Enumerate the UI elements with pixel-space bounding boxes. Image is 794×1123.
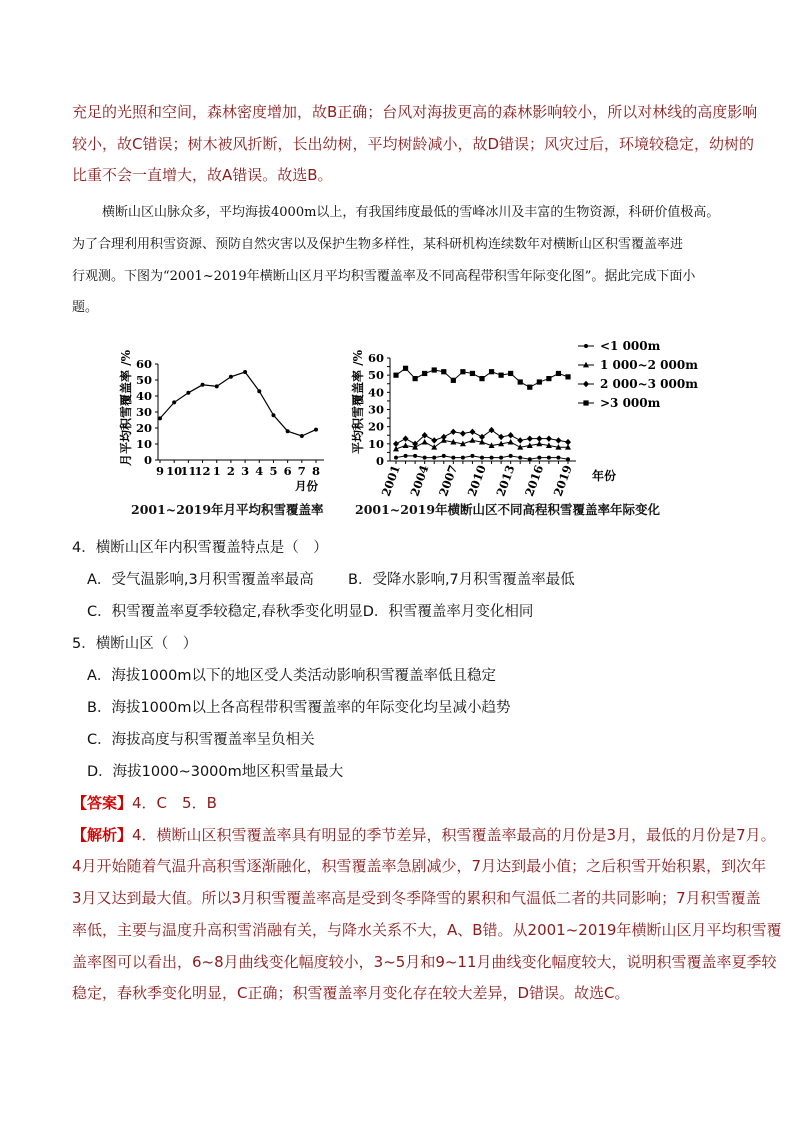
- chart2-data-point: [403, 366, 408, 371]
- chart2-data-point: [393, 441, 399, 447]
- chart2-data-point: [537, 456, 541, 460]
- q5-option-d: D．海拔1000~3000m地区积雪量最大: [87, 764, 344, 780]
- chart2-data-point: [470, 371, 475, 376]
- chart2-data-point: [480, 456, 484, 460]
- q4-stem: 4．横断山区年内积雪覆盖特点是（ ）: [72, 540, 328, 556]
- chart2-data-point: [565, 374, 570, 379]
- elevation-snow-cover-chart: [348, 330, 698, 500]
- chart2-legend-label: <1 000m: [600, 339, 661, 353]
- chart2-data-point: [489, 369, 494, 374]
- chart2-ytick-label: 30: [367, 402, 384, 417]
- chart2-series-3: [393, 366, 570, 390]
- monthly-snow-cover-chart: [112, 330, 342, 500]
- chart2-data-point: [509, 454, 513, 458]
- chart2-data-point: [537, 379, 542, 384]
- chart1-data-point: [300, 434, 304, 438]
- chart1-data-point: [201, 383, 205, 387]
- answer-line: [72, 792, 217, 813]
- chart1-xtick-label: 2: [226, 464, 235, 478]
- chart2-data-point: [432, 456, 436, 460]
- chart1-xtick-label: 4: [255, 464, 264, 478]
- explanation-line-2: 较小，故C错误；树木被风折断，长出幼树，平均树龄减小，故D错误；风灾过后，环境较稳定，幼树的: [72, 135, 755, 153]
- chart1-ytick-label: 40: [135, 389, 152, 403]
- chart2-data-point: [413, 376, 418, 381]
- chart2-xtick-label: 2016: [522, 463, 547, 499]
- chart2-data-point: [508, 371, 513, 376]
- chart1-data-point: [314, 428, 318, 432]
- chart2-data-point: [547, 456, 551, 460]
- chart2-xlabel: 年份: [591, 469, 617, 483]
- chart2-legend: [578, 339, 698, 410]
- chart1-data-point: [243, 370, 247, 374]
- chart2-ytick-label: 40: [367, 385, 384, 400]
- analysis-line-4: 率低，主要与温度升高积雪消融有关，与降水关系不大，A、B错。从2001~2019年横断山区月平均积雪覆: [72, 921, 782, 939]
- chart2-data-point: [518, 379, 523, 384]
- chart2-data-point: [556, 456, 560, 460]
- analysis-line-5: 盖率图可以看出，6~8月曲线变化幅度较小，3~5月和9~11月曲线变化幅度较大，说明积雪覆盖率夏季较: [72, 953, 777, 971]
- chart2-data-point: [546, 435, 552, 441]
- chart2-data-point: [470, 454, 474, 458]
- answer-text: 4．C 5．B: [132, 794, 217, 812]
- q5-option-c: C．海拔高度与积雪覆盖率呈负相关: [87, 732, 315, 748]
- chart2-data-point: [518, 456, 522, 460]
- chart2-data-point: [442, 454, 446, 458]
- chart2-ytick-label: 50: [367, 368, 384, 383]
- analysis-line-3: 3月又达到最大值。所以3月积雪覆盖率高是受到冬季降雪的累积和气温低二者的共同影响；7月积雪覆盖: [72, 889, 761, 907]
- chart2-data-point: [489, 427, 495, 433]
- passage-line-3: 行观测。下图为“2001~2019年横断山区月平均积雪覆盖率及不同高程带积雪年际变化图”。据此完成下面小: [72, 269, 696, 284]
- passage-line-4: 题。: [72, 300, 99, 315]
- chart2-data-point: [393, 373, 398, 378]
- chart2-title: 2001~2019年横断山区不同高程积雪覆盖率年际变化: [355, 502, 661, 517]
- chart1-ytick-label: 50: [135, 373, 152, 387]
- chart1-data-point: [158, 416, 162, 420]
- chart2-data-point: [469, 437, 475, 443]
- chart2-data-point: [413, 454, 417, 458]
- chart2-legend-label: >3 000m: [600, 396, 661, 410]
- chart1-xtick-label: 3: [241, 464, 250, 478]
- explanation-line-1: 充足的光照和空间，森林密度增加，故B正确；台风对海拔更高的森林影响较小，所以对林线的高度影响: [72, 103, 758, 121]
- chart1-xtick-label: 11: [180, 464, 197, 478]
- chart2-data-point: [422, 371, 427, 376]
- chart2-data-point: [508, 439, 514, 445]
- chart1-title: 2001~2019年月平均积雪覆盖率: [131, 502, 324, 517]
- chart2-data-point: [517, 437, 523, 443]
- chart2-data-point: [422, 439, 428, 445]
- analysis-first: 4．横断山区积雪覆盖率具有明显的季节差异，积雪覆盖率最高的月份是3月，最低的月份是7月。: [132, 826, 776, 844]
- chart2-data-point: [450, 429, 456, 435]
- chart2-ytick-label: 10: [367, 436, 384, 451]
- chart1-xtick-label: 5: [269, 464, 278, 478]
- chart2-data-point: [490, 456, 494, 460]
- chart2-data-point: [423, 456, 427, 460]
- chart2-legend-marker: [584, 344, 588, 348]
- analysis-line-6: 稳定，春秋季变化明显，C正确；积雪覆盖率月变化存在较大差异，D错误。故选C。: [72, 984, 630, 1002]
- chart1-ytick-label: 0: [143, 453, 152, 467]
- chart2-data-point: [461, 456, 465, 460]
- chart2-data-point: [556, 371, 561, 376]
- chart1-data-point: [215, 384, 219, 388]
- passage-line-2: 为了合理利用积雪资源、预防自然灾害以及保护生物多样性，某科研机构连续数年对横断山区积雪覆盖率进: [72, 237, 684, 252]
- analysis-line-2: 4月开始随着气温升高积雪逐渐融化，积雪覆盖率急剧减少，7月达到最小值；之后积雪开始积累，到次年: [72, 857, 767, 875]
- chart2-data-point: [441, 434, 447, 440]
- chart2-legend-label: 2 000~3 000m: [600, 377, 698, 391]
- chart1-xtick-label: 1: [212, 464, 221, 478]
- chart2-data-point: [566, 457, 570, 461]
- chart2-series-0: [394, 454, 570, 461]
- chart1-xtick-label: 8: [311, 464, 321, 478]
- chart2-ytick-label: 20: [367, 419, 384, 434]
- chart2-data-point: [565, 439, 571, 445]
- passage-line-1: 横断山区山脉众多，平均海拔4000m以上，有我国纬度最低的雪峰冰川及丰富的生物资源，科研价值极高。: [102, 205, 720, 220]
- chart1-xtick-label: 10: [166, 464, 183, 478]
- chart2-data-point: [499, 373, 504, 378]
- chart2-xtick-label: 2007: [436, 463, 461, 499]
- analysis-line-1: [72, 824, 776, 845]
- chart2-data-point: [404, 454, 408, 458]
- chart1-ylabel: [118, 349, 133, 466]
- chart2-legend-marker: [583, 400, 588, 405]
- chart2-data-point: [498, 434, 504, 440]
- chart2-data-point: [499, 456, 503, 460]
- analysis-label: 【解析】: [72, 826, 133, 844]
- chart1-data-point: [186, 391, 190, 395]
- q5-stem: 5．横断山区（ ）: [72, 636, 198, 652]
- chart2-data-point: [403, 442, 409, 448]
- chart2-data-point: [536, 435, 542, 441]
- q4-options-c-d: C．积雪覆盖率夏季较稳定,春秋季变化明显D．积雪覆盖率月变化相同: [87, 604, 534, 620]
- chart2-ytick-label: 0: [375, 454, 384, 468]
- chart1-ytick-label: 60: [135, 357, 152, 371]
- chart1-series-line: [160, 372, 316, 436]
- chart2-ylabel: [350, 349, 365, 454]
- q4-option-a: A．受气温影响,3月积雪覆盖率最高: [87, 572, 314, 588]
- q4-option-b: B．受降水影响,7月积雪覆盖率最低: [348, 572, 575, 588]
- chart1-ytick-label: 30: [135, 405, 152, 419]
- chart2-data-point: [528, 457, 532, 461]
- chart1-data-point: [271, 413, 275, 417]
- chart2-data-point: [394, 456, 398, 460]
- chart2-data-point: [403, 435, 409, 441]
- chart1-data-point: [286, 429, 290, 433]
- chart2-data-point: [469, 429, 475, 435]
- chart2-ytick-label: 60: [367, 351, 384, 365]
- chart2-data-point: [460, 430, 466, 436]
- chart1-xtick-label: 6: [283, 464, 292, 478]
- chart2-data-point: [431, 444, 437, 450]
- chart2-data-point: [431, 437, 437, 443]
- chart1-data-point: [229, 375, 233, 379]
- chart2-xtick-label: 2001: [378, 463, 403, 499]
- chart1-data-point: [172, 400, 176, 404]
- chart2-data-point: [479, 434, 485, 440]
- chart2-legend-label: 1 000~2 000m: [600, 358, 698, 372]
- chart2-data-point: [451, 378, 456, 383]
- chart2-xtick-label: 2010: [464, 463, 489, 499]
- chart2-legend-marker: [583, 381, 589, 387]
- chart2-data-point: [527, 435, 533, 441]
- chart2-data-point: [479, 376, 484, 381]
- chart2-data-point: [441, 369, 446, 374]
- chart2-data-point: [527, 385, 532, 390]
- chart2-data-point: [451, 456, 455, 460]
- chart1-ytick-label: 10: [135, 437, 152, 451]
- chart2-data-point: [546, 376, 551, 381]
- chart1-ytick-label: 20: [135, 421, 152, 435]
- q5-option-a: A．海拔1000m以下的地区受人类活动影响积雪覆盖率低且稳定: [87, 668, 496, 684]
- chart2-xtick-label: 2013: [493, 463, 518, 499]
- chart1-xtick-label: 9: [155, 464, 165, 478]
- chart2-xtick-label: 2019: [550, 463, 575, 499]
- chart2-data-point: [555, 437, 561, 443]
- chart2-xtick-label: 2004: [407, 463, 432, 499]
- q5-option-b: B．海拔1000m以上各高程带积雪覆盖率的年际变化均呈减小趋势: [87, 700, 511, 716]
- explanation-line-3: 比重不会一直增大，故A错误。故选B。: [72, 166, 333, 184]
- chart1-xtick-label: 12: [194, 464, 211, 478]
- chart2-ylabel-text: 平均积雪覆盖率 /%: [351, 350, 365, 454]
- chart2-data-point: [508, 432, 514, 438]
- chart1-xtick-label: 7: [297, 464, 306, 478]
- chart1-ylabel-text: 月平均积雪覆盖率 /%: [119, 350, 133, 466]
- chart2-data-point: [432, 367, 437, 372]
- chart2-data-point: [460, 369, 465, 374]
- chart1-xlabel: 月份: [295, 479, 318, 493]
- answer-label: 【答案】: [72, 794, 133, 812]
- chart1-data-point: [257, 389, 261, 393]
